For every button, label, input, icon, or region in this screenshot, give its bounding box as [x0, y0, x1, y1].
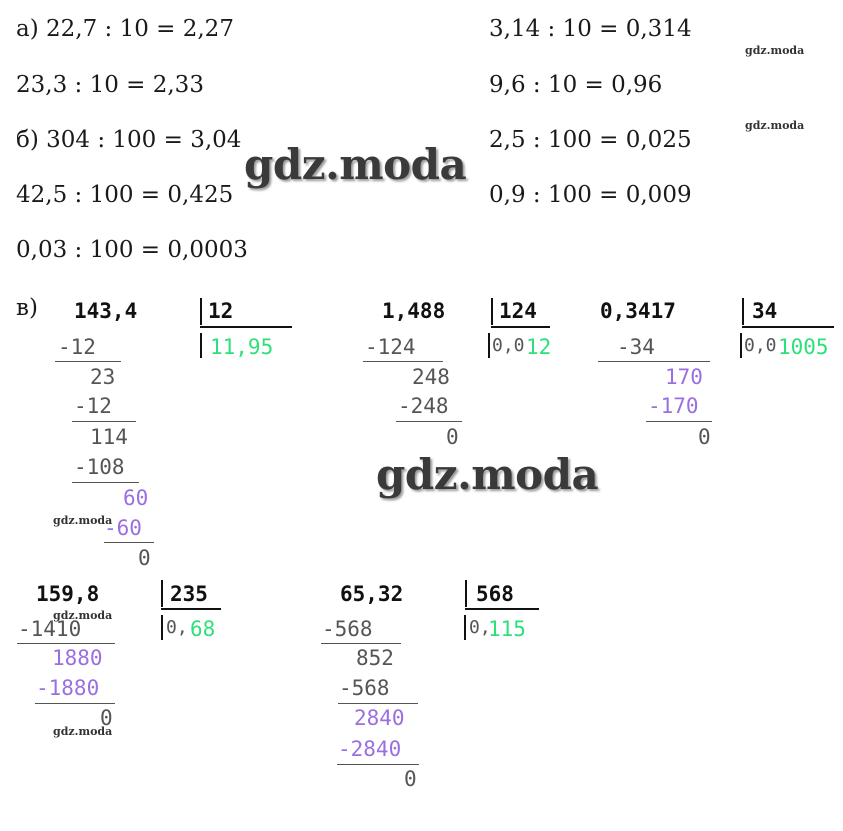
divider-line [598, 361, 710, 362]
divider-line [72, 482, 139, 483]
quotient-bar [161, 615, 163, 640]
equation-b3: 0,03 : 100 = 0,0003 [16, 237, 248, 263]
quotient-bar [464, 615, 466, 640]
divisor: 235 [170, 582, 208, 606]
remainder: 60 [123, 486, 149, 510]
division-bracket-vertical [491, 298, 493, 325]
equation-r4: 0,9 : 100 = 0,009 [489, 182, 692, 208]
quotient: 11,95 [210, 335, 274, 359]
subtrahend: -12 [74, 394, 112, 418]
watermark-small: gdz.moda [53, 609, 113, 622]
division-bracket-horizontal [200, 326, 292, 328]
remainder: 248 [412, 365, 450, 389]
division-bracket-horizontal [742, 326, 834, 328]
subtrahend: -568 [339, 676, 390, 700]
divisor: 34 [752, 299, 778, 323]
dividend: 159,8 [36, 582, 100, 606]
division-bracket-vertical [465, 580, 467, 607]
division-bracket-horizontal [491, 326, 550, 328]
divider-line [35, 703, 115, 704]
quotient-bar [488, 333, 490, 358]
quotient-prefix: 0, [469, 617, 491, 638]
quotient-bar [740, 333, 742, 358]
watermark-small: gdz.moda [53, 514, 113, 527]
subtrahend: -2840 [338, 737, 402, 761]
quotient: 68 [190, 617, 216, 641]
watermark-small: gdz.moda [745, 119, 805, 132]
remainder: 0 [698, 425, 711, 449]
divisor: 12 [208, 299, 234, 323]
watermark-logo: gdz.moda [376, 450, 599, 499]
equation-b1: б) 304 : 100 = 3,04 [16, 127, 242, 153]
dividend: 143,4 [74, 299, 138, 323]
remainder: 852 [356, 646, 394, 670]
divider-line [337, 764, 419, 765]
remainder: 1880 [52, 646, 103, 670]
section-v-label: в) [16, 295, 38, 321]
remainder: 170 [665, 365, 703, 389]
subtrahend: -1410 [18, 617, 82, 641]
dividend: 0,3417 [600, 299, 676, 323]
equation-r1: 3,14 : 10 = 0,314 [489, 16, 692, 42]
remainder: 114 [90, 425, 128, 449]
subtrahend: -12 [58, 335, 96, 359]
remainder: 0 [100, 706, 113, 730]
remainder: 0 [404, 767, 417, 791]
subtrahend: -124 [365, 335, 416, 359]
subtrahend: -34 [617, 335, 655, 359]
dividend: 65,32 [340, 582, 404, 606]
dividend: 1,488 [382, 299, 446, 323]
division-bracket-horizontal [161, 608, 221, 610]
equation-r2: 9,6 : 10 = 0,96 [489, 72, 663, 98]
remainder: 0 [138, 546, 151, 570]
equation-b2: 42,5 : 100 = 0,425 [16, 182, 234, 208]
divider-line [17, 643, 115, 644]
division-bracket-vertical [742, 298, 744, 325]
quotient-bar [200, 333, 202, 358]
divider-line [104, 542, 154, 543]
remainder: 0 [446, 425, 459, 449]
remainder: 2840 [354, 706, 405, 730]
divider-line [55, 361, 121, 362]
divider-line [646, 421, 712, 422]
equation-a2: 23,3 : 10 = 2,33 [16, 72, 204, 98]
equation-r3: 2,5 : 100 = 0,025 [489, 127, 692, 153]
division-bracket-vertical [161, 580, 163, 607]
quotient-prefix: 0,0 [744, 335, 777, 356]
subtrahend: -568 [322, 617, 373, 641]
subtrahend: -248 [398, 394, 449, 418]
divisor: 568 [476, 582, 514, 606]
watermark-logo: gdz.moda [244, 140, 467, 189]
division-bracket-horizontal [465, 608, 539, 610]
subtrahend: -1880 [36, 676, 100, 700]
quotient-prefix: 0,0 [492, 335, 525, 356]
divider-line [321, 643, 401, 644]
watermark-small: gdz.moda [53, 725, 113, 738]
divider-line [338, 703, 418, 704]
divider-line [396, 421, 462, 422]
quotient: 12 [526, 335, 552, 359]
equation-a1: а) 22,7 : 10 = 2,27 [16, 16, 234, 42]
divider-line [72, 421, 136, 422]
quotient: 115 [488, 617, 526, 641]
remainder: 23 [90, 365, 116, 389]
divisor: 124 [499, 299, 537, 323]
divider-line [363, 361, 443, 362]
subtrahend: -108 [74, 455, 125, 479]
division-bracket-vertical [200, 298, 202, 325]
subtrahend: -60 [104, 516, 142, 540]
watermark-small: gdz.moda [745, 44, 805, 57]
quotient-prefix: 0, [166, 617, 188, 638]
quotient: 1005 [778, 335, 829, 359]
subtrahend: -170 [648, 394, 699, 418]
